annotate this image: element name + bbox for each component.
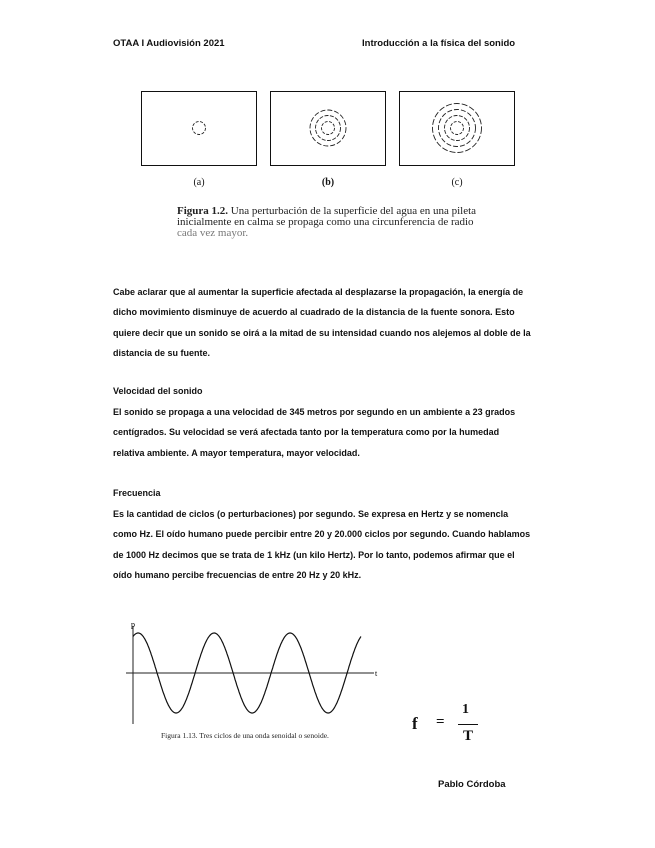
figure-panel-b [270, 91, 386, 166]
figure-caption-line1: Una perturbación de la superficie del agua en una pileta [230, 205, 477, 217]
figure-caption-label: Figura 1.2. [177, 205, 229, 217]
ripple-medium-icon [271, 92, 385, 165]
figure-caption-line3: cada vez mayor. [177, 227, 249, 239]
header-course: OTAA I Audiovisión 2021 [113, 38, 225, 49]
formula-equals: = [436, 714, 445, 730]
formula-numerator: 1 [462, 702, 469, 717]
intro-paragraph: Cabe aclarar que al aumentar la superficie afectada al desplazarse la propagación, la energía de dicho movimiento disminuye de acuerdo al cuadrado de la distancia de la fuente sonora. Esto quiere decir que un sonido se oirá a la mitad de su intensidad cuando nos alejemos al doble de la distancia de su fuente. [113, 287, 531, 358]
author-name: Pablo Córdoba [438, 779, 506, 790]
velocity-heading: Velocidad del sonido [113, 386, 203, 396]
formula-lhs: f [412, 714, 418, 733]
formula-denominator: T [463, 728, 474, 744]
x-axis-label: t [375, 669, 378, 678]
header-topic: Introducción a la física del sonido [362, 38, 516, 49]
y-axis-label: p [131, 620, 135, 629]
figure-caption-line2: inicialmente en calma se propaga como una circunferencia de radio [177, 216, 474, 228]
frequency-paragraph: Es la cantidad de ciclos (o perturbaciones) por segundo. Se expresa en Hertz y se nomencla como Hz. El oído humano puede percibir entre 20 y 20.000 ciclos por segundo. Cuando hablamos de 1000 Hz decimos que se trata de 1 kHz (un kilo Hertz). Por lo tanto, podemos afirmar que el oído humano percibe frecuencias de entre 20 Hz y 20 kHz. [113, 509, 531, 580]
figure-panel-c [399, 91, 515, 166]
wave-caption: Figura 1.13. Tres ciclos de una onda senoidal o senoide. [161, 731, 329, 740]
figure-caption [177, 206, 487, 239]
sine-wave-figure [124, 618, 384, 730]
ripple-small-icon [142, 92, 256, 165]
velocity-paragraph: El sonido se propaga a una velocidad de 345 metros por segundo en un ambiente a 23 grados centígrados. Su velocidad se verá afectada tanto por la temperatura como por la humedad relativa ambiente. A mayor temperatura, mayor velocidad. [113, 407, 516, 458]
panel-label-c: (c) [451, 177, 463, 188]
ripple-large-icon [400, 92, 514, 165]
panel-label-a: (a) [193, 177, 205, 188]
frequency-heading: Frecuencia [113, 488, 161, 498]
panel-label-b: (b) [321, 177, 335, 188]
formula-fraction-bar [458, 724, 478, 725]
figure-panel-a [141, 91, 257, 166]
